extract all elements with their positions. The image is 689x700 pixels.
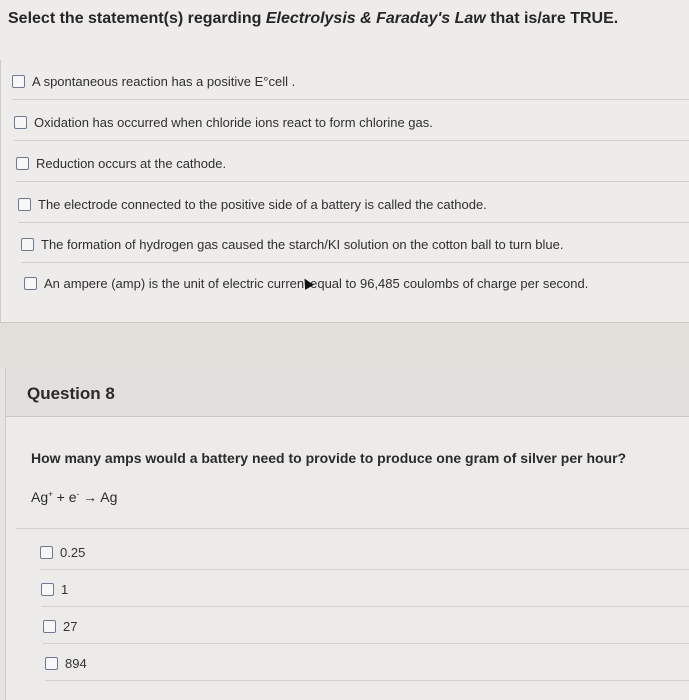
divider xyxy=(16,181,689,182)
answer-label: 0.25 xyxy=(60,544,86,560)
checkbox[interactable] xyxy=(40,546,53,559)
option-ampere[interactable] xyxy=(24,264,689,302)
question-7-title: Select the statement(s) regarding Electrolysis & Faraday's Law that is/are TRUE. xyxy=(8,10,619,27)
divider xyxy=(14,140,689,141)
checkbox[interactable] xyxy=(45,657,58,670)
option-label: An ampere (amp) is the unit of electric curren xyxy=(44,275,305,291)
divider xyxy=(40,569,689,570)
answer-label: 894 xyxy=(65,655,87,671)
divider xyxy=(16,528,689,529)
option-label: Oxidation has occurred when chloride ions react to form chlorine gas. xyxy=(34,114,433,130)
divider xyxy=(12,99,689,100)
divider xyxy=(21,262,689,263)
option-hydrogen-gas[interactable] xyxy=(21,225,689,263)
checkbox[interactable] xyxy=(41,583,54,596)
divider xyxy=(43,643,689,644)
checkbox[interactable] xyxy=(14,116,27,129)
divider xyxy=(41,606,689,607)
checkbox[interactable] xyxy=(43,620,56,633)
checkbox[interactable] xyxy=(16,157,29,170)
answer-label: 1 xyxy=(61,581,69,597)
option-label-continued: equal to 96,485 coulombs of charge per second. xyxy=(310,275,589,291)
panel-border xyxy=(0,60,1,323)
question-8-title: Question 8 xyxy=(27,384,115,403)
option-reduction-cathode[interactable] xyxy=(16,144,689,182)
checkbox[interactable] xyxy=(21,238,34,251)
checkbox[interactable] xyxy=(18,198,31,211)
option-label: The formation of hydrogen gas caused the starch/KI solution on the cotton ball to turn blue. xyxy=(41,236,564,252)
question-7-panel xyxy=(0,0,689,325)
answer-option-4[interactable] xyxy=(45,645,689,681)
answer-option-1[interactable] xyxy=(40,534,689,570)
reaction-equation: Ag+ + e- → Ag xyxy=(31,489,118,505)
answer-option-2[interactable] xyxy=(41,571,689,607)
option-oxidation[interactable] xyxy=(14,103,689,141)
checkbox[interactable] xyxy=(24,277,37,290)
answer-label: 27 xyxy=(63,618,78,634)
answer-option-3[interactable] xyxy=(43,608,689,644)
question-8-prompt: How many amps would a battery need to provide to produce one gram of silver per hour? xyxy=(31,450,627,466)
question-8-panel xyxy=(5,368,689,700)
checkbox[interactable] xyxy=(12,75,25,88)
divider xyxy=(45,680,689,681)
option-label: The electrode connected to the positive side of a battery is called the cathode. xyxy=(38,196,487,212)
option-label: A spontaneous reaction has a positive E°cell . xyxy=(32,73,296,89)
option-label: Reduction occurs at the cathode. xyxy=(36,155,227,171)
divider xyxy=(18,222,689,223)
question-8-header xyxy=(6,368,689,417)
option-electrode-positive[interactable] xyxy=(18,185,689,223)
panel-gap xyxy=(0,323,689,368)
option-spontaneous-reaction[interactable] xyxy=(12,62,689,100)
